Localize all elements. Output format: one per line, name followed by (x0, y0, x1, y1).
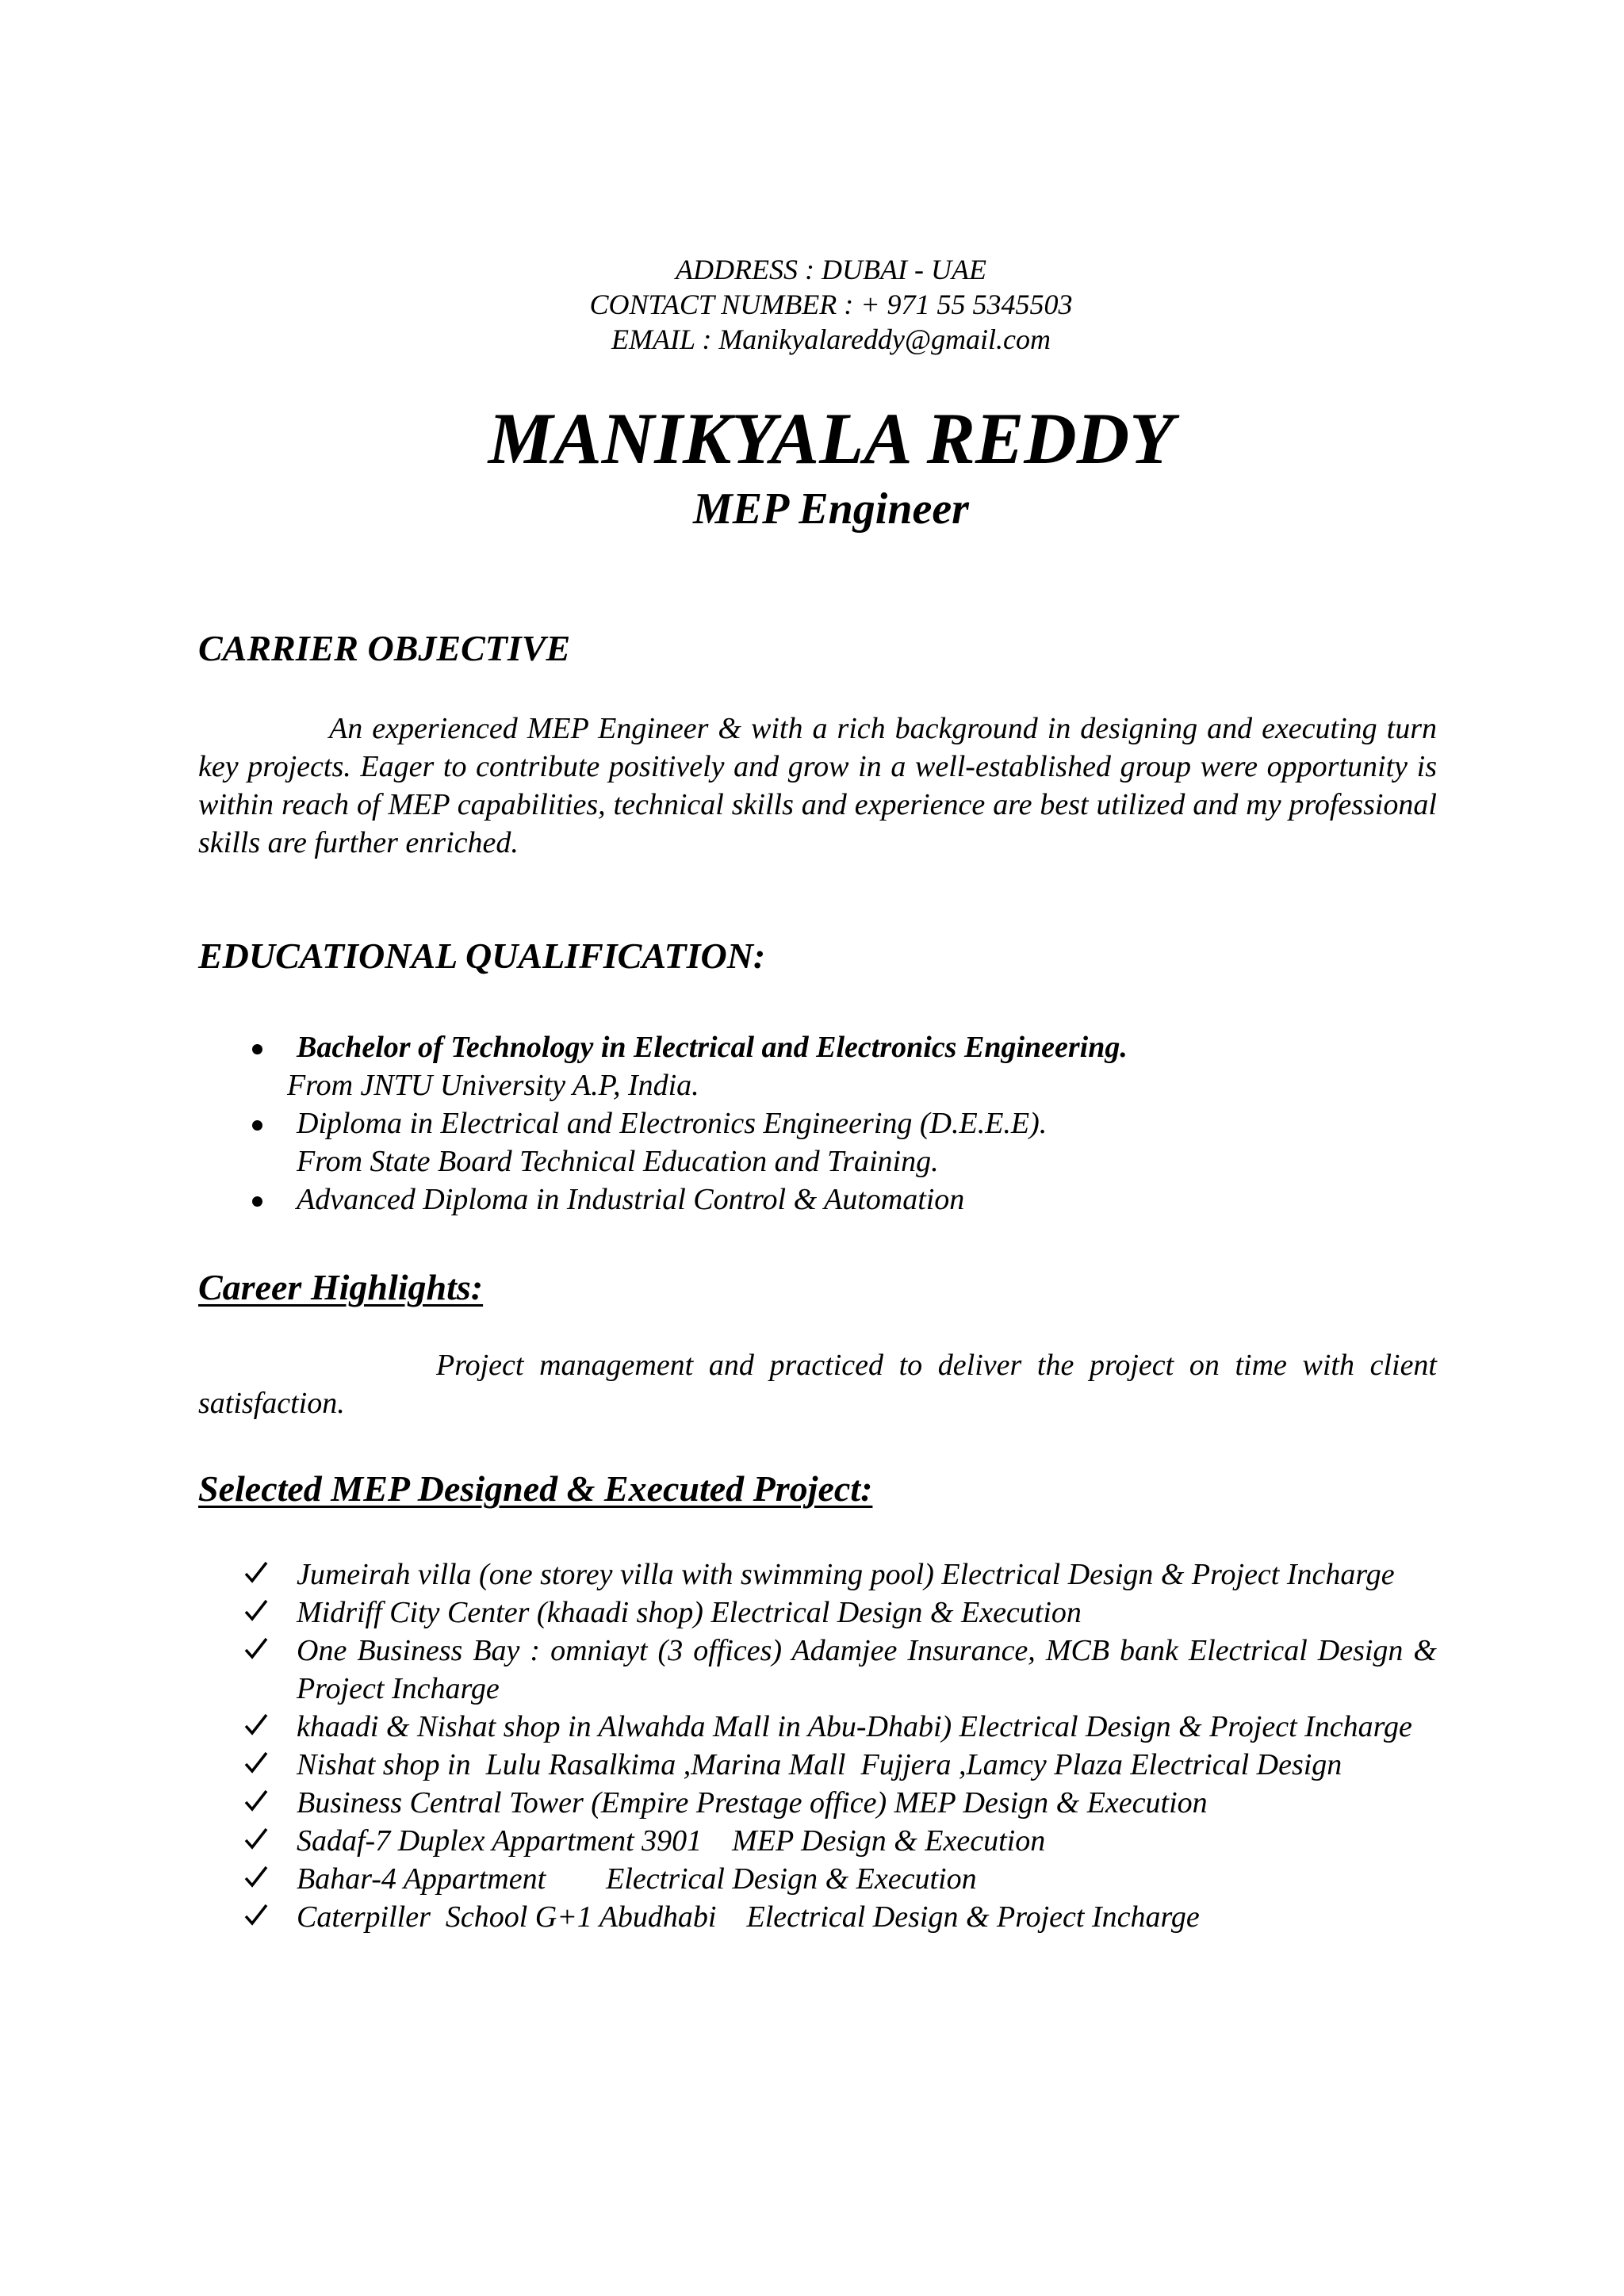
contact-email: EMAIL : Manikyalareddy@gmail.com (611, 323, 1051, 355)
project-item (198, 1898, 1437, 1936)
education-item (198, 1028, 1437, 1104)
career-heading: Career Highlights: (198, 1267, 484, 1307)
project-text: Jumeirah villa (one storey villa with swimming pool) Electrical Design & Project Incharge (297, 1558, 1395, 1591)
checkmark-icon (243, 1863, 270, 1890)
education-item (198, 1104, 1437, 1181)
project-item (198, 1632, 1437, 1708)
contact-phone: CONTACT NUMBER : + 971 55 5345503 (589, 289, 1073, 320)
education-item (198, 1181, 1437, 1219)
checkmark-icon (243, 1825, 270, 1852)
checkmark-icon (243, 1559, 270, 1586)
checkmark-icon (243, 1711, 270, 1738)
bullet-icon (252, 1196, 262, 1207)
projects-list (198, 1556, 1437, 1936)
bullet-icon (252, 1044, 262, 1054)
education-title: Advanced Diploma in Industrial Control & Automation (297, 1183, 965, 1216)
checkmark-icon (243, 1749, 270, 1776)
education-title: Bachelor of Technology in Electrical and Electronics Engineering. (297, 1031, 1128, 1064)
project-text: Nishat shop in Lulu Rasalkima ,Marina Mall Fujjera ,Lamcy Plaza Electrical Design (297, 1748, 1342, 1781)
project-item (198, 1556, 1437, 1594)
project-item (198, 1746, 1437, 1784)
checkmark-icon (243, 1787, 270, 1814)
project-text: Bahar-4 Appartment Electrical Design & Execution (297, 1862, 977, 1896)
project-item (198, 1822, 1437, 1860)
project-text: One Business Bay : omniayt (3 offices) Adamjee Insurance, MCB bank Electrical Design & Project Incharge (297, 1634, 1437, 1705)
project-text: Midriff City Center (khaadi shop) Electrical Design & Execution (297, 1596, 1082, 1629)
project-item (198, 1594, 1437, 1632)
project-item (198, 1708, 1437, 1746)
contact-address: ADDRESS : DUBAI - UAE (676, 254, 986, 285)
project-text: Sadaf-7 Duplex Appartment 3901 MEP Design & Execution (297, 1824, 1046, 1858)
candidate-name: MANIKYALA REDDY (488, 398, 1174, 479)
project-item (198, 1784, 1437, 1822)
education-title: Diploma in Electrical and Electronics Engineering (D.E.E.E). (297, 1107, 1048, 1140)
education-detail: From JNTU University A.P, India. (287, 1069, 699, 1102)
education-detail: From State Board Technical Education and Training. (297, 1145, 939, 1178)
education-heading: EDUCATIONAL QUALIFICATION: (198, 936, 766, 976)
objective-text: An experienced MEP Engineer & with a rich background in designing and executing turn key projects. Eager to contribute positively and grow in a well-established group were opportunity is within reach of MEP capabilities, technical skills and experience are best utilized and my professional skills are further enriched. (198, 712, 1437, 859)
career-text: Project management and practiced to deliver the project on time with client satisfaction. (198, 1349, 1437, 1420)
checkmark-icon (243, 1635, 270, 1662)
objective-heading: CARRIER OBJECTIVE (198, 628, 571, 668)
project-text: Business Central Tower (Empire Prestage office) MEP Design & Execution (297, 1786, 1208, 1820)
education-list (198, 1028, 1437, 1219)
checkmark-icon (243, 1901, 270, 1928)
job-title: MEP Engineer (693, 484, 969, 534)
checkmark-icon (243, 1597, 270, 1624)
project-text: khaadi & Nishat shop in Alwahda Mall in Abu-Dhabi) Electrical Design & Project Incharge (297, 1710, 1412, 1743)
project-item (198, 1860, 1437, 1898)
projects-heading: Selected MEP Designed & Executed Project: (198, 1468, 873, 1509)
bullet-icon (252, 1120, 262, 1131)
project-text: Caterpiller School G+1 Abudhabi Electrical Design & Project Incharge (297, 1900, 1200, 1934)
